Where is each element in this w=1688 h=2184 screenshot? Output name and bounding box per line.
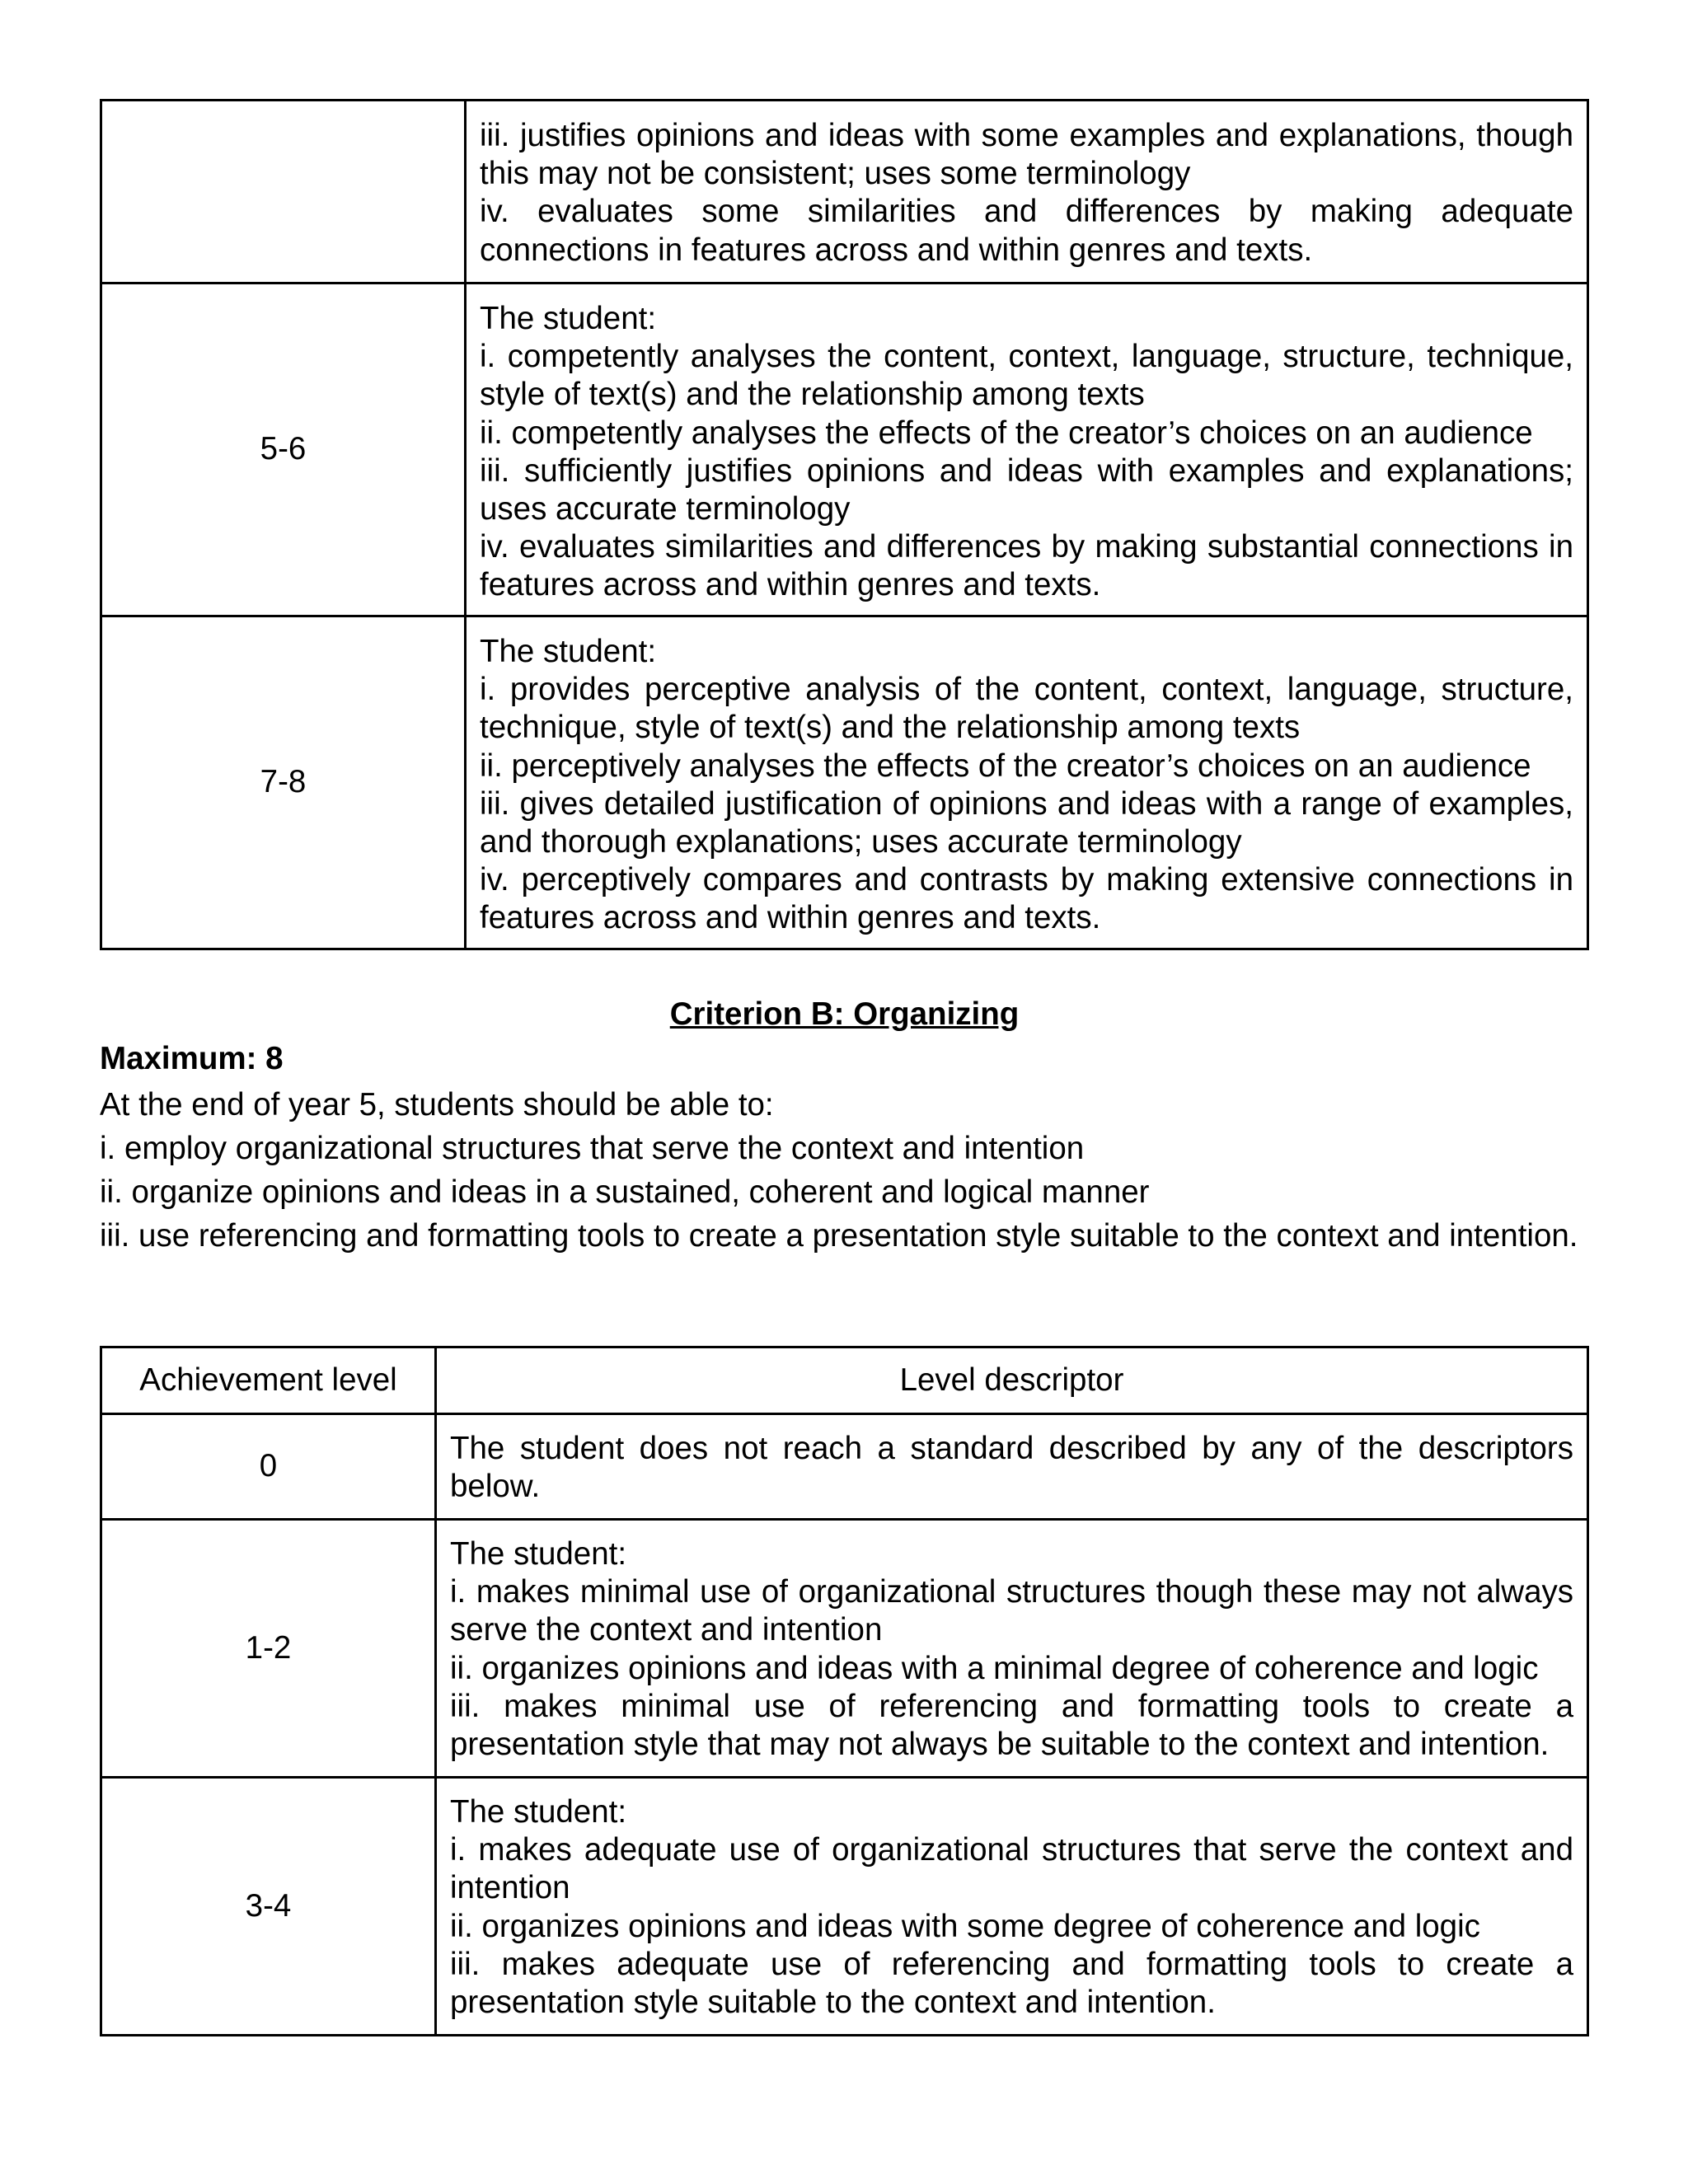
achievement-level-cell: 3-4 xyxy=(101,1778,436,2036)
descriptor-line: iii. sufficiently justifies opinions and ideas with examples and explanations; uses accurate terminology xyxy=(480,452,1573,527)
descriptor-line: The student does not reach a standard described by any of the descriptors below. xyxy=(450,1431,1573,1505)
level-descriptor-cell xyxy=(436,1414,1588,1520)
level-descriptor-cell xyxy=(466,616,1588,949)
table-header-row xyxy=(101,1347,1588,1414)
table-row xyxy=(101,101,1588,284)
descriptor-line: The student: xyxy=(450,1536,627,1572)
level-descriptor-cell xyxy=(466,284,1588,616)
objective-item: i. employ organizational structures that serve the context and intention xyxy=(100,1131,1085,1166)
descriptor-line: The student: xyxy=(450,1794,627,1830)
descriptor-line: iii. makes minimal use of referencing and formatting tools to create a presentation style that may not always be suitable to the context and intention. xyxy=(450,1688,1573,1763)
objectives-block xyxy=(100,1083,1589,1258)
descriptor-line: iii. gives detailed justification of opinions and ideas with a range of examples, and thorough explanations; uses accurate terminology xyxy=(480,785,1573,860)
descriptor-line: ii. competently analyses the effects of the creator’s choices on an audience xyxy=(480,415,1533,451)
objective-item: ii. organize opinions and ideas in a sustained, coherent and logical manner xyxy=(100,1174,1150,1210)
criterion-b-heading: Criterion B: Organizing xyxy=(669,996,1020,1032)
achievement-level-cell: 5-6 xyxy=(101,284,466,616)
descriptor-line: i. makes minimal use of organizational structures though these may not always serve the context and intention xyxy=(450,1574,1573,1648)
maximum-score: Maximum: 8 xyxy=(100,1041,284,1076)
descriptor-line: iv. evaluates some similarities and differences by making adequate connections in features across and within genres and texts. xyxy=(480,194,1573,268)
descriptor-line: The student: xyxy=(480,634,657,669)
descriptor-line: i. makes adequate use of organizational structures that serve the context and intention xyxy=(450,1832,1573,1906)
level-descriptor-header: Level descriptor xyxy=(436,1347,1588,1414)
achievement-level-cell: 7-8 xyxy=(101,616,466,949)
achievement-level-header: Achievement level xyxy=(101,1347,436,1414)
criterion-a-table xyxy=(100,99,1589,950)
descriptor-line: ii. perceptively analyses the effects of the creator’s choices on an audience xyxy=(480,748,1531,784)
descriptor-line: iv. perceptively compares and contrasts by making extensive connections in features across and within genres and texts. xyxy=(480,862,1573,936)
descriptor-line: iii. makes adequate use of referencing and formatting tools to create a presentation style suitable to the context and intention. xyxy=(450,1946,1573,2021)
descriptor-line: ii. organizes opinions and ideas with a minimal degree of coherence and logic xyxy=(450,1650,1539,1686)
criterion-b-table xyxy=(100,1346,1589,2036)
table-row xyxy=(101,1520,1588,1778)
achievement-level-cell: 0 xyxy=(101,1414,436,1520)
level-descriptor-cell xyxy=(436,1778,1588,2036)
achievement-level-cell: 1-2 xyxy=(101,1520,436,1778)
descriptor-line: i. competently analyses the content, context, language, structure, technique, style of text(s) and the relationship among texts xyxy=(480,339,1573,413)
objectives-intro: At the end of year 5, students should be able to: xyxy=(100,1087,774,1122)
descriptor-line: ii. organizes opinions and ideas with some degree of coherence and logic xyxy=(450,1908,1480,1944)
table-row xyxy=(101,1778,1588,2036)
achievement-level-cell xyxy=(101,101,466,284)
level-descriptor-cell xyxy=(466,101,1588,284)
descriptor-line: iii. justifies opinions and ideas with some examples and explanations, though this may not be consistent; uses some terminology xyxy=(480,118,1573,192)
descriptor-line: iv. evaluates similarities and differences by making substantial connections in features across and within genres and texts. xyxy=(480,529,1573,603)
table-row xyxy=(101,616,1588,949)
descriptor-line: i. provides perceptive analysis of the content, context, language, structure, technique, style of text(s) and the relationship among texts xyxy=(480,672,1573,746)
objective-item: iii. use referencing and formatting tools to create a presentation style suitable to the context and intention. xyxy=(100,1218,1578,1254)
descriptor-line: The student: xyxy=(480,301,657,336)
level-descriptor-cell xyxy=(436,1520,1588,1778)
table-row xyxy=(101,284,1588,616)
table-row xyxy=(101,1414,1588,1520)
